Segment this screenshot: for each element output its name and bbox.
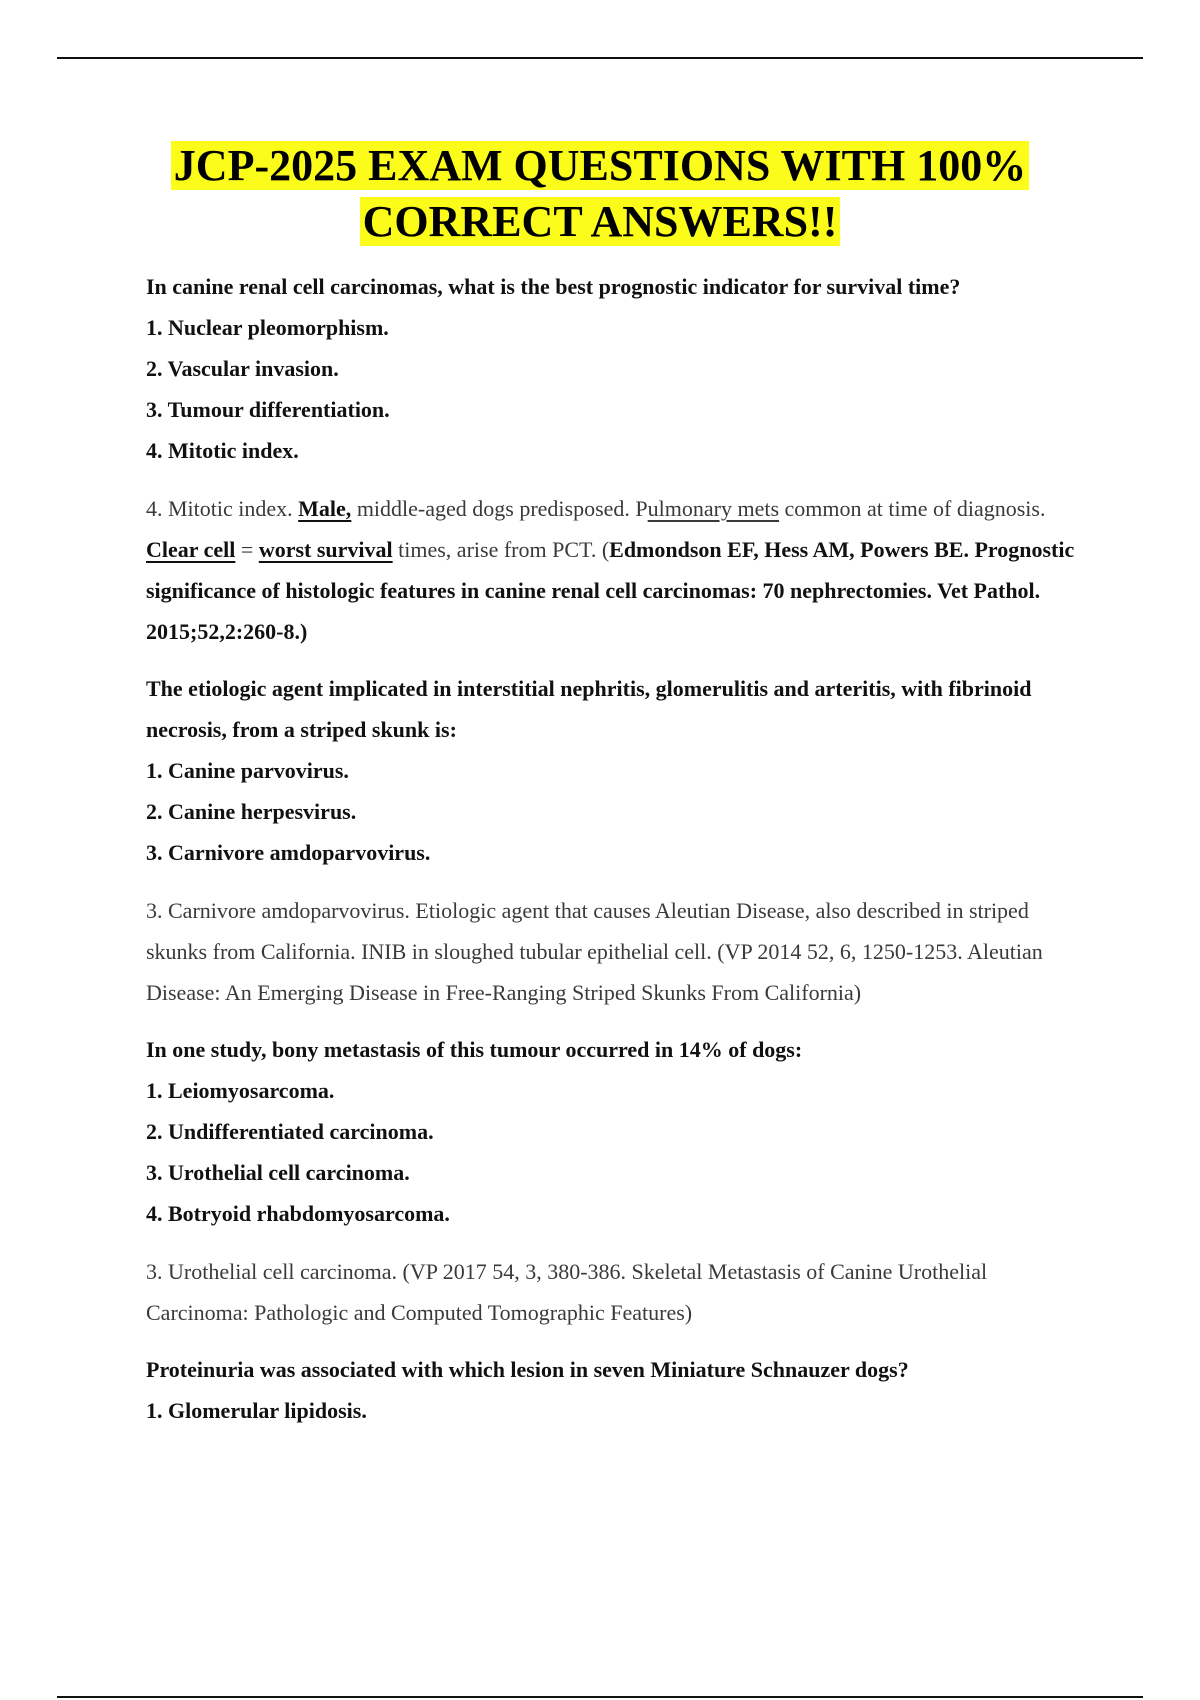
q3-option-1: 1. Leiomyosarcoma.: [146, 1078, 335, 1103]
q1-answer-part-5: times, arise from PCT. (: [392, 537, 610, 562]
document-body: [146, 266, 1086, 1431]
page-title: [0, 138, 1200, 250]
q1-option-2: 2. Vascular invasion.: [146, 356, 339, 381]
title-line-1: JCP-2025 EXAM QUESTIONS WITH 100%: [171, 141, 1029, 190]
q1-answer: [146, 488, 1086, 652]
q3-option-3: 3. Urothelial cell carcinoma.: [146, 1160, 410, 1185]
question-2: The etiologic agent implicated in interstitial nephritis, glomerulitis and arteritis, with fibrinoid necrosis, from a striped skunk is:: [146, 676, 1032, 742]
question-1: In canine renal cell carcinomas, what is the best prognostic indicator for survival time?: [146, 274, 961, 299]
title-line-2: CORRECT ANSWERS!!: [360, 197, 841, 246]
q1-answer-pulmonary: ulmonary mets: [647, 496, 780, 521]
q1-option-3: 3. Tumour differentiation.: [146, 397, 390, 422]
q2-option-2: 2. Canine herpesvirus.: [146, 799, 357, 824]
question-4: Proteinuria was associated with which lesion in seven Miniature Schnauzer dogs?: [146, 1357, 909, 1382]
top-rule: [57, 57, 1143, 59]
q1-answer-reference: Edmondson EF, Hess AM, Powers BE. Prognostic significance of histologic features in canine renal cell carcinomas: 70 nephrectomies. Vet Pathol. 2015;52,2:260-8.): [146, 537, 1075, 644]
q1-answer-part-2: middle-aged dogs predisposed. P: [351, 496, 648, 521]
q1-answer-male: Male,: [298, 496, 352, 521]
q3-answer: 3. Urothelial cell carcinoma. (VP 2017 54, 3, 380-386. Skeletal Metastasis of Canine Urothelial Carcinoma: Pathologic and Computed Tomographic Features): [146, 1259, 988, 1325]
q1-answer-clear-cell: Clear cell: [146, 537, 236, 562]
q2-option-1: 1. Canine parvovirus.: [146, 758, 349, 783]
q4-option-1: 1. Glomerular lipidosis.: [146, 1398, 367, 1423]
q1-option-4: 4. Mitotic index.: [146, 438, 299, 463]
q1-answer-part-4: =: [235, 537, 259, 562]
q1-answer-part-3: common at time of diagnosis.: [779, 496, 1046, 521]
q1-option-1: 1. Nuclear pleomorphism.: [146, 315, 389, 340]
q1-answer-part-1: 4. Mitotic index.: [146, 496, 299, 521]
question-3: In one study, bony metastasis of this tumour occurred in 14% of dogs:: [146, 1037, 803, 1062]
q3-option-4: 4. Botryoid rhabdomyosarcoma.: [146, 1201, 450, 1226]
q2-option-3: 3. Carnivore amdoparvovirus.: [146, 840, 431, 865]
q3-option-2: 2. Undifferentiated carcinoma.: [146, 1119, 434, 1144]
q2-answer: 3. Carnivore amdoparvovirus. Etiologic agent that causes Aleutian Disease, also described in striped skunks from California. INIB in sloughed tubular epithelial cell. (VP 2014 52, 6, 1250-1253. Aleutian Disease: An Emerging Disease in Free-Ranging Striped Skunks From California): [146, 898, 1043, 1005]
bottom-rule: [57, 1696, 1143, 1698]
q1-answer-worst-survival: worst survival: [258, 537, 393, 562]
